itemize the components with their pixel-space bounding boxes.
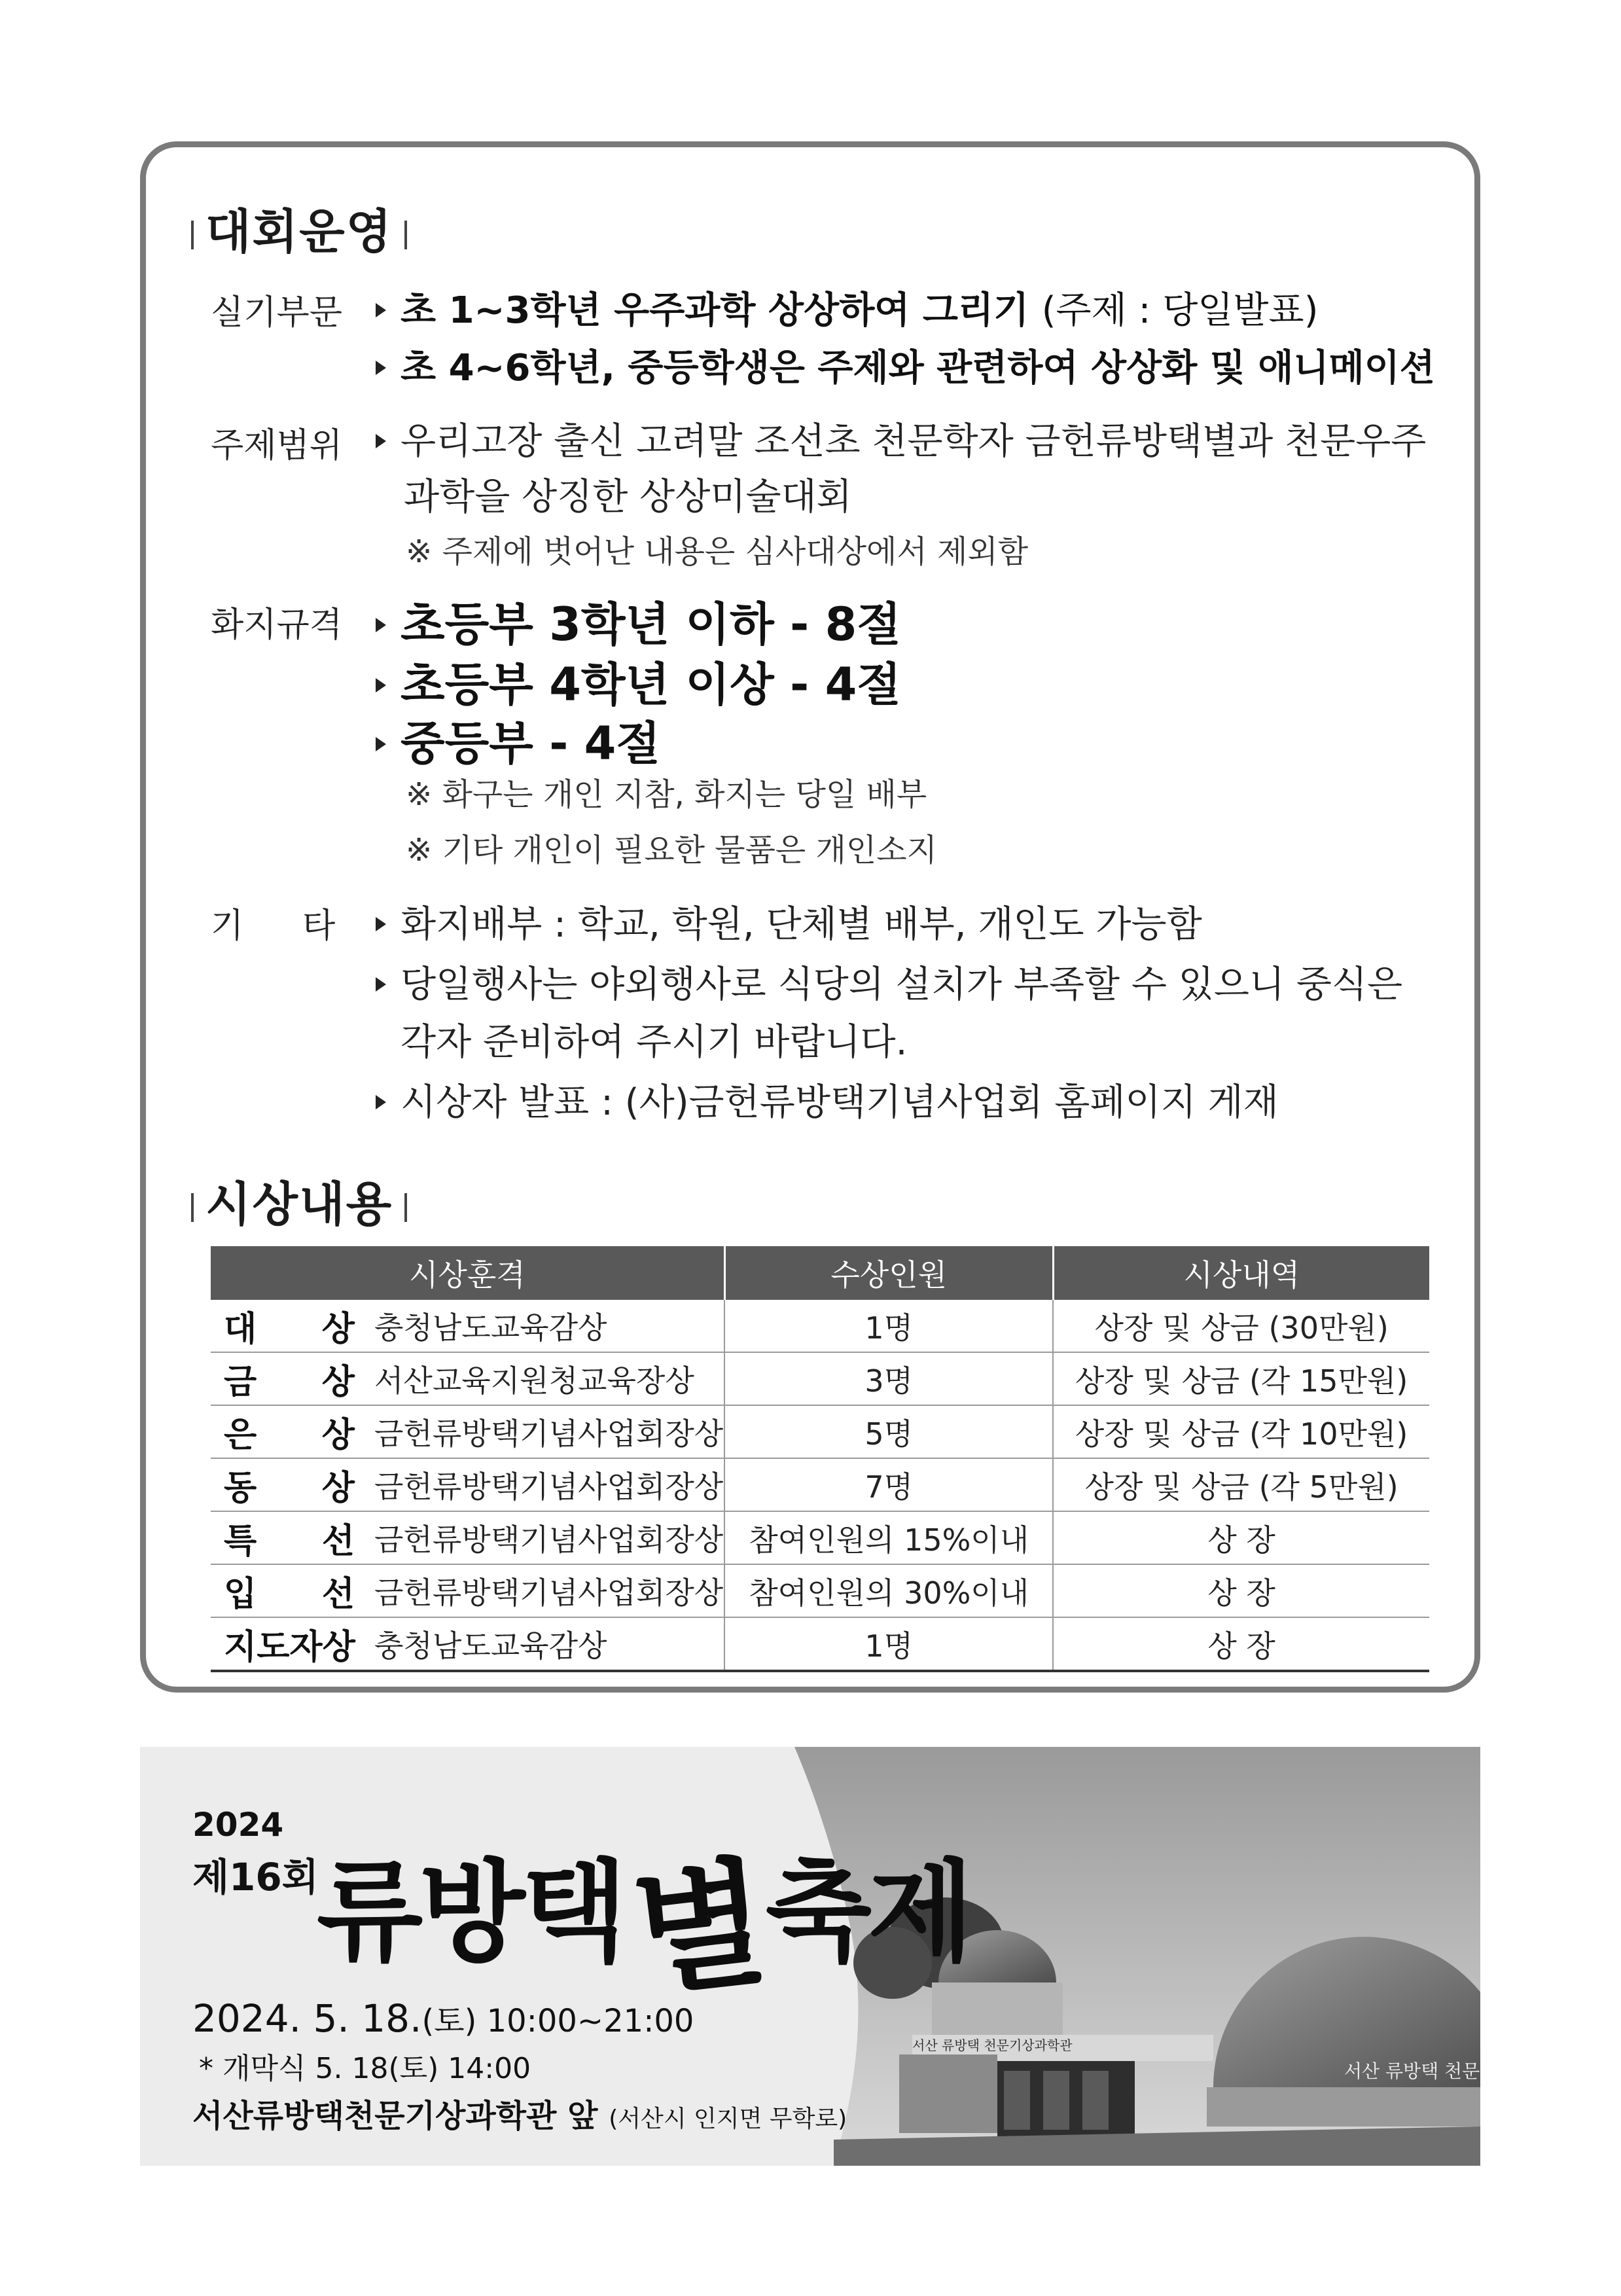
paper-note-1: ※ 화구는 개인 지참, 화지는 당일 배부: [406, 776, 927, 813]
bullet-triangle-icon: [376, 917, 386, 931]
awards-title-text: 시상내용: [205, 1177, 393, 1232]
practical-label: 실기부문: [211, 293, 342, 332]
award-detail: 상 장: [1053, 1617, 1429, 1671]
etc-line-1: [376, 895, 1202, 948]
etc-line-1-text: 화지배부 : 학교, 학원, 단체별 배부, 개인도 가능함: [401, 903, 1202, 946]
award-row: [211, 1405, 1429, 1458]
practical-line-2-bold: 초 4~6학년, 중등학생은 주제와 관련하여 상상화 및 애니메이션: [401, 347, 1435, 389]
award-row: [211, 1564, 1429, 1617]
award-count: 참여인원의 30%이내: [724, 1564, 1053, 1617]
etc-label-1: 기: [211, 906, 244, 946]
award-row: [211, 1458, 1429, 1511]
title-bar-right: [404, 1193, 407, 1222]
bullet-triangle-icon: [376, 361, 386, 375]
awards-title: [179, 1166, 419, 1234]
etc-label-2: 타: [302, 906, 336, 946]
award-prize-cell: [211, 1458, 724, 1511]
award-count: 3명: [724, 1352, 1053, 1405]
paper-item-1: [376, 588, 901, 654]
award-prize-cell: [211, 1405, 724, 1458]
theme-line-1-text: 우리고장 출신 고려말 조선초 천문학자 금헌류방택별과 천문우주: [401, 420, 1427, 463]
festival-date-day: (토): [421, 2003, 477, 2039]
building-sign-left: 서산 류방택 천문기상과학관: [912, 2037, 1073, 2053]
award-detail: 상장 및 상금 (30만원): [1053, 1300, 1429, 1352]
etc-line-2: [376, 956, 1402, 1008]
etc-line-3: 각자 준비하여 주시기 바랍니다.: [401, 1021, 908, 1064]
festival-ordinal: 제16회: [192, 1855, 319, 1899]
practical-line-1-note: (주제 : 당일발표): [1041, 289, 1319, 332]
header-count: 수상인원: [724, 1246, 1053, 1300]
festival-title: [317, 1793, 971, 2016]
theme-note: ※ 주제에 벗어난 내용은 심사대상에서 제외함: [406, 533, 1029, 570]
practical-line-1: [376, 281, 1318, 334]
bullet-triangle-icon: [376, 618, 386, 632]
festival-title-a: 류방택: [317, 1847, 624, 1977]
award-detail: 상장 및 상금 (각 5만원): [1053, 1458, 1429, 1511]
paper-item-2: [376, 648, 901, 714]
etc-line-4: [376, 1073, 1279, 1126]
festival-year: 2024: [192, 1806, 284, 1844]
theme-label: 주제범위: [211, 426, 342, 465]
award-org: 서산교육지원청교육장상: [374, 1363, 694, 1399]
paper-item-3-text: 중등부 - 4절: [401, 717, 660, 770]
bullet-triangle-icon: [376, 737, 386, 751]
etc-line-4-text: 시상자 발표 : (사)금헌류방택기념사업회 홈페이지 게재: [401, 1081, 1279, 1124]
award-org: 충청남도교육감상: [374, 1628, 607, 1664]
festival-place: [192, 2090, 847, 2136]
award-detail: 상장 및 상금 (각 10만원): [1053, 1405, 1429, 1458]
theme-line-2: 과학을 상징한 상상미술대회: [404, 476, 852, 518]
award-name: 입 선: [224, 1575, 355, 1614]
award-name: 특 선: [224, 1522, 355, 1561]
paper-item-1-text: 초등부 3학년 이하 - 8절: [401, 598, 901, 651]
bullet-triangle-icon: [376, 977, 386, 992]
paper-item-3: [376, 707, 660, 773]
award-detail: 상 장: [1053, 1511, 1429, 1564]
award-prize-cell: [211, 1564, 724, 1617]
practical-line-1-bold: 초 1~3학년 우주과학 상상하여 그리기: [401, 289, 1029, 332]
award-prize-cell: [211, 1352, 724, 1405]
paper-note-2: ※ 기타 개인이 필요한 물품은 개인소지: [406, 832, 938, 869]
title-bar-right: [404, 221, 407, 249]
paper-item-2-text: 초등부 4학년 이상 - 4절: [401, 658, 901, 711]
award-name: 금 상: [224, 1363, 355, 1402]
award-count: 1명: [724, 1300, 1053, 1352]
award-count: 5명: [724, 1405, 1053, 1458]
award-row: [211, 1511, 1429, 1564]
awards-table: [211, 1246, 1429, 1672]
award-name: 대 상: [224, 1310, 355, 1349]
award-count: 1명: [724, 1617, 1053, 1671]
festival-date-time: 10:00~21:00: [476, 2003, 694, 2039]
paper-label: 화지규격: [211, 605, 342, 645]
award-name: 동 상: [224, 1469, 355, 1508]
award-name: 지도자상: [224, 1628, 355, 1667]
bullet-triangle-icon: [376, 678, 386, 692]
etc-line-2-text: 당일행사는 야외행사로 식당의 설치가 부족할 수 있으니 중식은: [401, 963, 1403, 1006]
title-bar-left: [191, 1193, 194, 1222]
header-detail: 시상내역: [1053, 1246, 1429, 1300]
practical-line-2: [376, 339, 1435, 391]
header-prize: 시상훈격: [211, 1246, 724, 1300]
bullet-triangle-icon: [376, 303, 386, 317]
festival-banner: [140, 1747, 1480, 2166]
festival-title-star: 별: [626, 1841, 772, 2016]
festival-place-main: 서산류방택천문기상과학관 앞: [192, 2098, 598, 2134]
award-row: [211, 1352, 1429, 1405]
award-detail: 상장 및 상금 (각 15만원): [1053, 1352, 1429, 1405]
bullet-triangle-icon: [376, 1095, 386, 1109]
festival-title-b: 축제: [765, 1847, 971, 1977]
bullet-triangle-icon: [376, 434, 386, 448]
award-count: 참여인원의 15%이내: [724, 1511, 1053, 1564]
title-bar-left: [191, 221, 194, 249]
award-org: 충청남도교육감상: [374, 1310, 607, 1346]
award-row: [211, 1617, 1429, 1671]
award-count: 7명: [724, 1458, 1053, 1511]
award-row: [211, 1300, 1429, 1352]
award-prize-cell: [211, 1300, 724, 1352]
operation-title-text: 대회운영: [205, 204, 393, 259]
award-org: 금헌류방택기념사업회장상: [374, 1416, 724, 1452]
festival-date-main: 2024. 5. 18.: [192, 1996, 422, 2041]
award-org: 금헌류방택기념사업회장상: [374, 1522, 724, 1558]
festival-date: [192, 1996, 694, 2041]
festival-place-sub: (서산시 인지면 무학로): [609, 2106, 847, 2132]
operation-title: [179, 194, 419, 262]
building-sign-dome: 서산 류방택 천문: [1344, 2060, 1480, 2082]
award-org: 금헌류방택기념사업회장상: [374, 1575, 724, 1611]
award-prize-cell: [211, 1511, 724, 1564]
festival-opening: * 개막식 5. 18(토) 14:00: [199, 2052, 531, 2085]
award-detail: 상 장: [1053, 1564, 1429, 1617]
theme-line-1: [376, 412, 1426, 465]
awards-header-row: [211, 1246, 1429, 1300]
award-name: 은 상: [224, 1416, 355, 1455]
award-org: 금헌류방택기념사업회장상: [374, 1469, 724, 1505]
award-prize-cell: [211, 1617, 724, 1671]
